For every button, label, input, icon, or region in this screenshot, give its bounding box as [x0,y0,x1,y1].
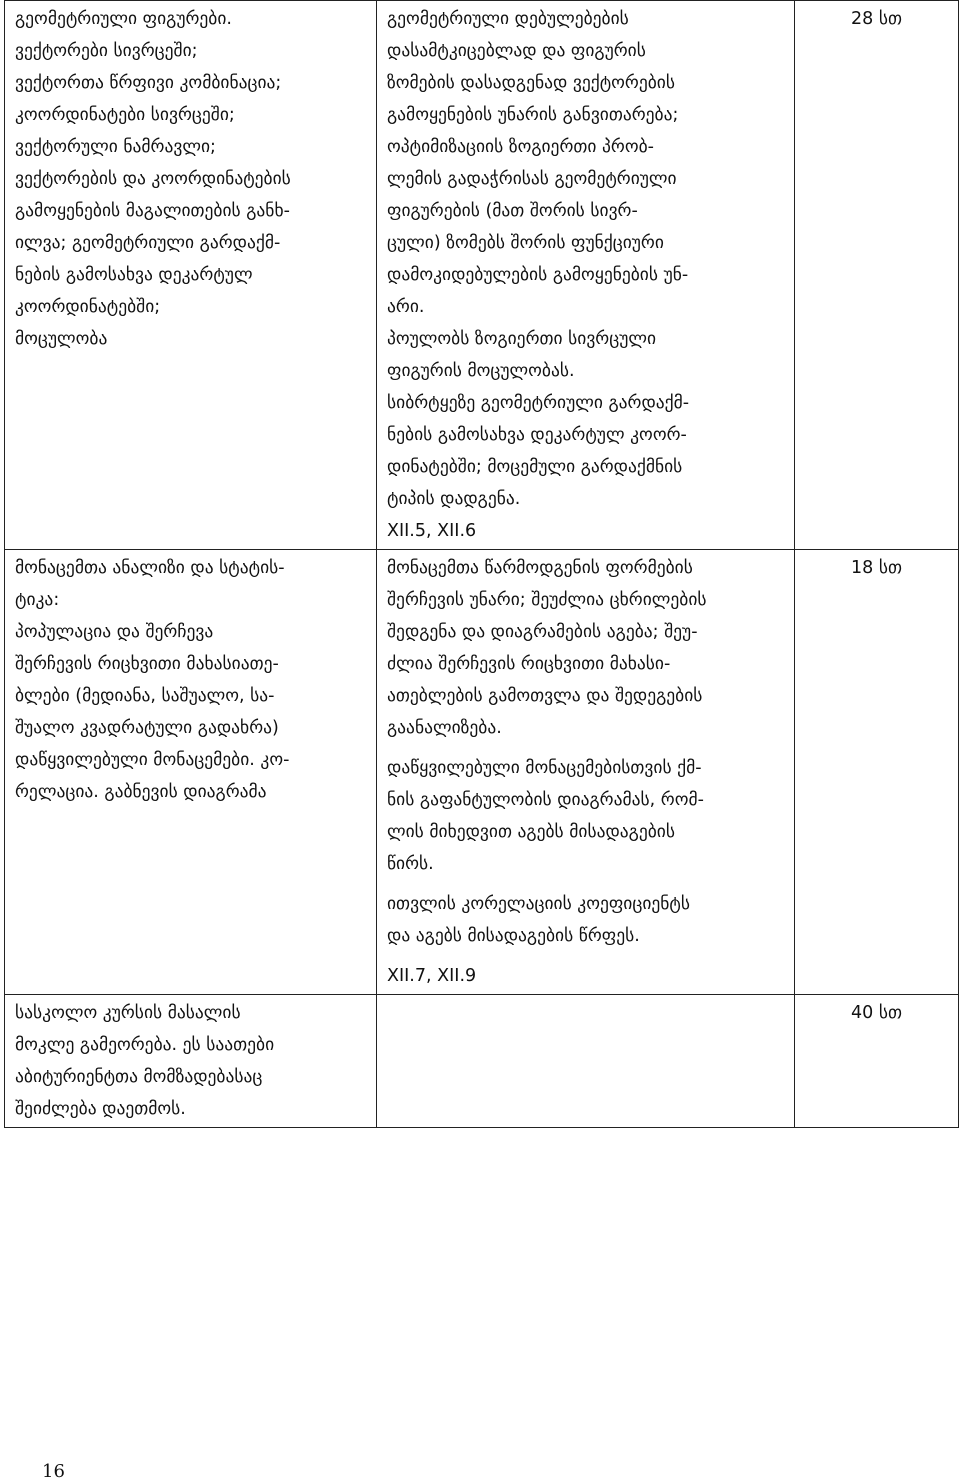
topic-line: ტიკა: [15,590,60,610]
topic-cell [5,995,377,1128]
outcome-line: ლემის გადაჭრისას გეომეტრიული [387,169,677,189]
page-number: 16 [42,1461,65,1482]
outcome-line: დაწყვილებული მონაცემებისთვის ქმ- [387,758,702,778]
topic-line: დაწყვილებული მონაცემები. კო- [15,750,290,770]
table-row-geometry [5,1,959,550]
outcome-line: ცული) ზომებს შორის ფუნქციური [387,233,664,253]
topic-line: რელაცია. გაბნევის დიაგრამა [15,782,267,802]
topic-line: გამოყენების მაგალითების განხ- [15,201,290,221]
outcome-line: ფიგურის მოცულობას. [387,361,575,381]
outcome-line: დასამტკიცებლად და ფიგურის [387,41,646,61]
topic-line: კოორდინატებში; [15,297,161,317]
outcome-line: ლის მიხედვით აგებს მისადაგების [387,822,675,842]
outcome-line: ოპტიმიზაციის ზოგიერთი პრობ- [387,137,654,157]
hours-cell: 40 სთ [795,995,959,1128]
topic-line: მოცულობა [15,329,108,349]
topic-line: ილვა; გეომეტრიული გარდაქმ- [15,233,281,253]
standard-codes: XII.5, XII.6 [387,521,477,541]
outcome-line: და აგებს მისადაგების წრფეს. [387,926,640,946]
outcome-line: ათებლების გამოთვლა და შედეგების [387,686,703,706]
table-row-revision [5,995,959,1128]
outcome-line: პოულობს ზოგიერთი სივრცული [387,329,657,349]
topic-line: შერჩევის რიცხვითი მახასიათე- [15,654,279,674]
outcome-line: გეომეტრიული დებულებების [387,9,629,29]
outcome-line: ძლია შერჩევის რიცხვითი მახასი- [387,654,671,674]
topic-line: პოპულაცია და შერჩევა [15,622,214,642]
topic-cell [5,1,377,550]
outcome-line: გამოყენების უნარის განვითარება; [387,105,679,125]
outcome-line: შერჩევის უნარი; შეუძლია ცხრილების [387,590,707,610]
topic-line: მოკლე გამეორება. ეს საათები [15,1035,275,1055]
topic-line: ნების გამოსახვა დეკარტულ [15,265,253,285]
outcomes-cell [377,550,795,995]
outcome-line: არი. [387,297,425,317]
outcome-line: ნების გამოსახვა დეკარტულ კოორ- [387,425,687,445]
outcome-line: ტიპის დადგენა. [387,489,521,509]
outcome-line: ითვლის კორელაციის კოეფიციენტს [387,894,691,914]
topic-line: ვექტორული ნამრავლი; [15,137,216,157]
topic-line: ბლები (მედიანა, საშუალო, სა- [15,686,275,706]
topic-line: სასკოლო კურსის მასალის [15,1003,241,1023]
topic-line: გეომეტრიული ფიგურები. [15,9,232,29]
table-row-statistics [5,550,959,995]
outcome-line: გაანალიზება. [387,718,502,738]
topic-line: ვექტორები სივრცეში; [15,41,198,61]
topic-line: ვექტორების და კოორდინატების [15,169,291,189]
outcome-line: მონაცემთა წარმოდგენის ფორმების [387,558,693,578]
hours-cell: 28 სთ [795,1,959,550]
outcomes-cell [377,995,795,1128]
outcome-line: ნის გაფანტულობის დიაგრამას, რომ- [387,790,704,810]
hours-cell: 18 სთ [795,550,959,995]
outcomes-cell [377,1,795,550]
topic-line: ვექტორთა წრფივი კომბინაცია; [15,73,282,93]
topic-line: შეიძლება დაეთმოს. [15,1099,186,1119]
standard-codes: XII.7, XII.9 [387,966,477,986]
topic-line: კოორდინატები სივრცეში; [15,105,235,125]
outcome-line: დამოკიდებულების გამოყენების უნ- [387,265,689,285]
outcome-line: ფიგურების (მათ შორის სივრ- [387,201,638,221]
outcome-line: შედგენა და დიაგრამების აგება; შეუ- [387,622,698,642]
outcome-line: ზომების დასადგენად ვექტორების [387,73,675,93]
outcome-line: სიბრტყეზე გეომეტრიული გარდაქმ- [387,393,690,413]
topic-line: შუალო კვადრატული გადახრა) [15,718,279,738]
curriculum-table [4,0,959,1128]
outcome-line: წირს. [387,854,434,874]
outcome-line: დინატებში; მოცემული გარდაქმნის [387,457,683,477]
topic-cell [5,550,377,995]
topic-line: აბიტურიენტთა მომზადებასაც [15,1067,263,1087]
topic-line: მონაცემთა ანალიზი და სტატის- [15,558,285,578]
curriculum-page [4,0,958,1128]
